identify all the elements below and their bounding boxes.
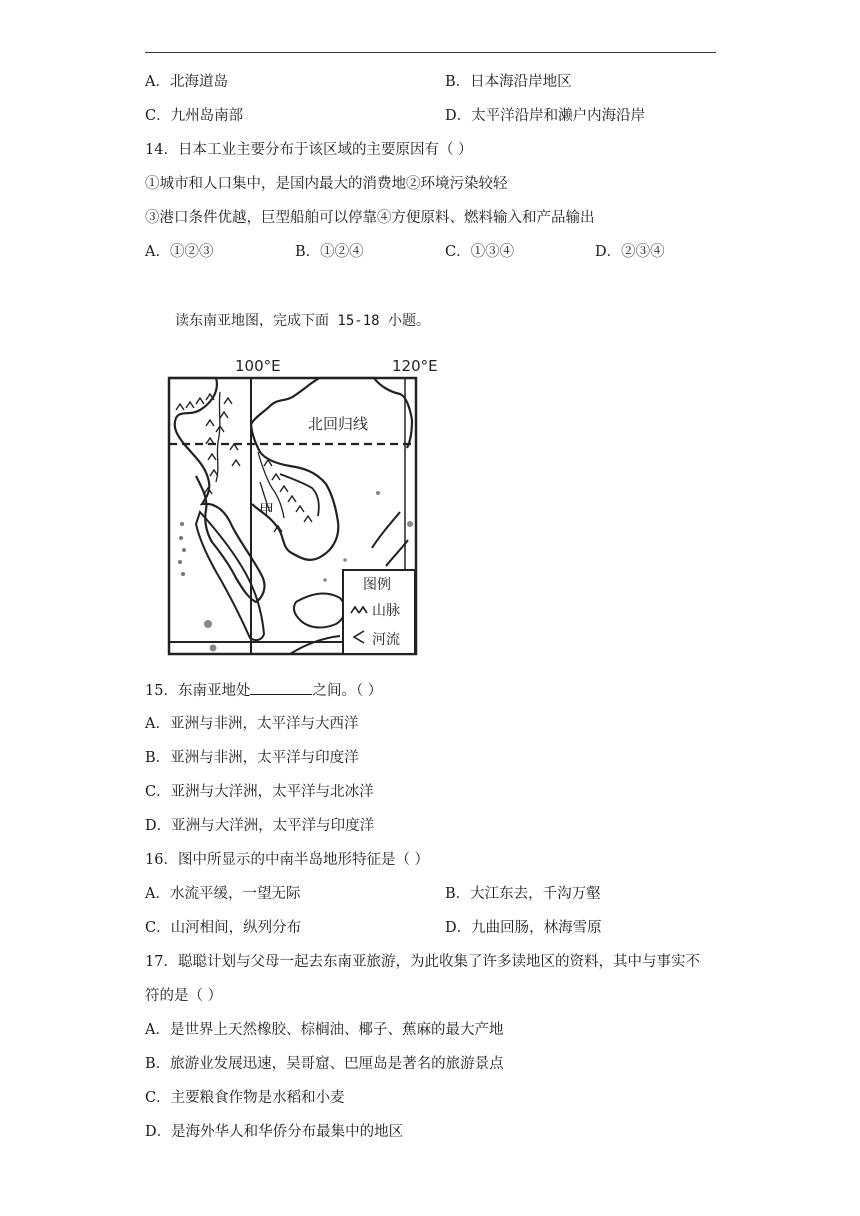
island-dot bbox=[323, 578, 327, 582]
map-intro: 读东南亚地图，完成下面 15-18 小题。 bbox=[175, 313, 431, 329]
q14-option-a[interactable]: A．①②③ bbox=[145, 244, 214, 260]
mountain-range-symbols bbox=[176, 394, 312, 532]
legend-title: 图例 bbox=[363, 577, 391, 593]
island-dot bbox=[179, 536, 183, 540]
legend-mountain-label: 山脉 bbox=[372, 603, 400, 619]
q15-stem-before: 15．东南亚地处 bbox=[145, 683, 251, 699]
q17-option-d[interactable]: D．是海外华人和华侨分布最集中的地区 bbox=[145, 1124, 404, 1140]
q14-stem: 14．日本工业主要分布于该区域的主要原因有（ ） bbox=[145, 142, 473, 158]
q14-item-line-2: ③港口条件优越，巨型船舶可以停靠④方便原料、燃料输入和产品输出 bbox=[145, 210, 595, 226]
island-dot bbox=[204, 620, 212, 628]
lon-120-label: 120°E bbox=[392, 357, 438, 375]
q15-option-b[interactable]: B．亚洲与非洲，太平洋与印度洋 bbox=[145, 750, 359, 766]
q17-option-a[interactable]: A．是世界上天然橡胶、棕榈油、椰子、蕉麻的最大产地 bbox=[145, 1022, 504, 1038]
q15-answer-blank[interactable] bbox=[250, 680, 312, 695]
q13-option-b[interactable]: B．日本海沿岸地区 bbox=[445, 74, 572, 90]
header-rule bbox=[145, 52, 716, 53]
q15-option-d[interactable]: D．亚洲与大洋洲，太平洋与印度洋 bbox=[145, 818, 375, 834]
lon-100-label: 100°E bbox=[235, 357, 281, 375]
q15-option-a[interactable]: A．亚洲与非洲，太平洋与大西洋 bbox=[145, 716, 359, 732]
q14-option-d[interactable]: D．②③④ bbox=[595, 244, 665, 260]
q13-option-a[interactable]: A．北海道岛 bbox=[145, 74, 228, 90]
q16-stem: 16．图中所显示的中南半岛地形特征是（ ） bbox=[145, 852, 430, 868]
borneo-island bbox=[294, 594, 345, 628]
q14-option-b[interactable]: B．①②④ bbox=[295, 244, 364, 260]
q16-option-a[interactable]: A．水流平缓，一望无际 bbox=[145, 886, 301, 902]
island-dot bbox=[343, 558, 347, 562]
q14-option-c[interactable]: C．①③④ bbox=[445, 244, 515, 260]
q17-stem-line-2: 符的是（ ） bbox=[145, 988, 223, 1004]
philippines-islands bbox=[372, 512, 408, 566]
q13-option-d[interactable]: D．太平洋沿岸和濑户内海沿岸 bbox=[445, 108, 646, 124]
island-dot bbox=[181, 572, 185, 576]
q16-option-b[interactable]: B．大江东去，千沟万壑 bbox=[445, 886, 601, 902]
island-dot bbox=[376, 491, 380, 495]
q17-option-b[interactable]: B．旅游业发展迅速，吴哥窟、巴厘岛是著名的旅游景点 bbox=[145, 1056, 504, 1072]
q13-option-c[interactable]: C．九州岛南部 bbox=[145, 108, 244, 124]
q15-stem bbox=[145, 680, 382, 701]
island-dot bbox=[182, 548, 186, 552]
vietnam-inner-coast bbox=[280, 474, 319, 516]
island-dot bbox=[210, 645, 217, 652]
q16-option-c[interactable]: C．山河相间，纵列分布 bbox=[145, 920, 302, 936]
q14-item-line-1: ①城市和人口集中，是国内最大的消费地②环境污染较轻 bbox=[145, 176, 508, 192]
q17-stem-line-1: 17．聪聪计划与父母一起去东南亚旅游，为此收集了许多读地区的资料，其中与事实不 bbox=[145, 954, 700, 970]
northeast-coast bbox=[320, 378, 412, 448]
island-dot bbox=[407, 521, 413, 527]
southeast-asia-map bbox=[160, 352, 445, 657]
island-dot bbox=[178, 560, 182, 564]
place-label-jia: 甲 bbox=[259, 501, 275, 519]
java-coast bbox=[290, 636, 340, 654]
legend-river-label: 河流 bbox=[372, 632, 400, 648]
q16-option-d[interactable]: D．九曲回肠，林海雪原 bbox=[445, 920, 602, 936]
q15-option-c[interactable]: C．亚洲与大洋洲，太平洋与北冰洋 bbox=[145, 784, 374, 800]
tropic-label: 北回归线 bbox=[308, 415, 369, 433]
q15-stem-after: 之间。（ ） bbox=[312, 683, 383, 699]
q17-option-c[interactable]: C．主要粮食作物是水稻和小麦 bbox=[145, 1090, 345, 1106]
island-dot bbox=[180, 522, 184, 526]
